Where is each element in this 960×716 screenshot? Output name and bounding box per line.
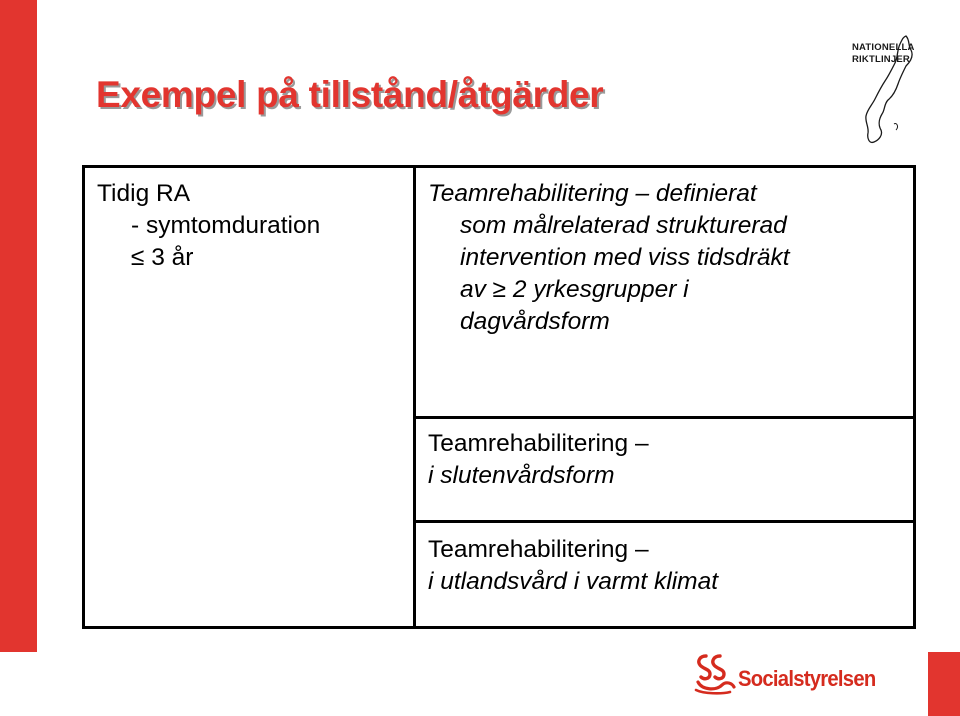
corner-accent-block <box>928 652 960 716</box>
condition-line-2: - symtomduration <box>131 212 321 239</box>
nationella-riktlinjer-logo <box>848 26 920 150</box>
table-column-divider <box>413 168 416 626</box>
action-1-line-1: Teamrehabilitering – definierat <box>428 180 757 207</box>
action-3-line-1: Teamrehabilitering – <box>428 536 649 563</box>
condition-actions-table <box>82 165 916 629</box>
table-row-divider-2 <box>413 520 913 523</box>
action-2-line-2: i slutenvårdsform <box>428 462 615 489</box>
condition-line-1: Tidig RA <box>97 180 191 207</box>
logo-text-riktlinjer: RIKTLINJER <box>852 54 910 65</box>
action-1-line-5: dagvårdsform <box>460 308 610 335</box>
left-accent-bar <box>0 0 37 652</box>
action-2-line-1: Teamrehabilitering – <box>428 430 649 457</box>
socialstyrelsen-emblem-icon <box>692 652 738 696</box>
action-cell-1 <box>428 178 790 338</box>
action-1-line-4: av ≥ 2 yrkesgrupper i <box>460 276 689 303</box>
table-row-divider-1 <box>413 416 913 419</box>
action-cell-3 <box>428 534 718 598</box>
logo-text-nationella: NATIONELLA <box>852 42 915 53</box>
condition-line-3: ≤ 3 år <box>131 244 194 271</box>
socialstyrelsen-wordmark: Socialstyrelsen <box>738 666 876 691</box>
condition-cell <box>97 178 320 274</box>
action-cell-2 <box>428 428 649 492</box>
action-1-line-3: intervention med viss tidsdräkt <box>460 244 790 271</box>
socialstyrelsen-logo <box>692 652 882 696</box>
action-1-line-2: som målrelaterad strukturerad <box>460 212 787 239</box>
action-3-line-2: i utlandsvård i varmt klimat <box>428 568 719 595</box>
slide-title: Exempel på tillstånd/åtgärder <box>96 74 604 115</box>
